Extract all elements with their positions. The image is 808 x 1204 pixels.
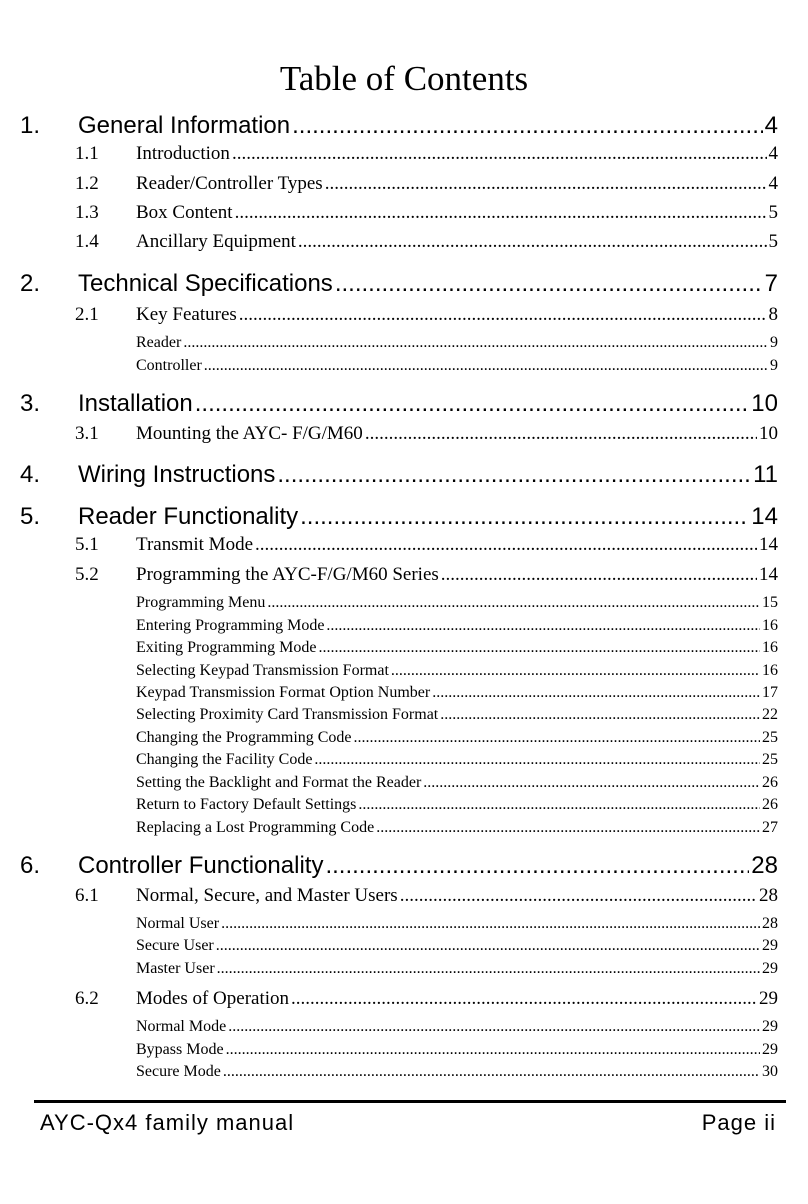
toc-entry-number: 5. bbox=[20, 503, 41, 530]
dot-leader bbox=[298, 231, 767, 253]
toc-entry-page: 29 bbox=[762, 960, 778, 977]
toc-entry-number: 6.1 bbox=[75, 885, 99, 906]
toc-entry-label: Controller Functionality bbox=[78, 852, 324, 879]
toc-entry[interactable] bbox=[75, 231, 778, 257]
toc-entry-label: General Information bbox=[78, 112, 291, 139]
toc-entry[interactable] bbox=[75, 143, 778, 169]
toc-entry[interactable] bbox=[75, 202, 778, 228]
toc-entry-page: 10 bbox=[759, 423, 778, 444]
toc-entry-page: 27 bbox=[762, 819, 778, 836]
toc-entry-label: Normal User bbox=[136, 915, 220, 932]
toc-entry-number: 1.3 bbox=[75, 202, 99, 223]
toc-entry-label: Secure User bbox=[136, 937, 214, 954]
toc-entry-page: 10 bbox=[751, 390, 778, 417]
dot-leader bbox=[267, 594, 760, 612]
toc-entry-label: Bypass Mode bbox=[136, 1041, 224, 1058]
toc-entry[interactable] bbox=[136, 639, 778, 660]
dot-leader bbox=[255, 534, 757, 556]
toc-entry[interactable] bbox=[75, 173, 778, 199]
toc-entry[interactable] bbox=[136, 706, 778, 727]
toc-entry-page: 17 bbox=[762, 684, 778, 701]
toc-entry-label: Transmit Mode bbox=[136, 534, 254, 555]
footer-divider bbox=[34, 1100, 786, 1103]
toc-entry-page: 26 bbox=[762, 774, 778, 791]
dot-leader bbox=[441, 564, 757, 586]
toc-entry-label: Programming Menu bbox=[136, 594, 266, 611]
toc-entry[interactable] bbox=[136, 915, 778, 936]
toc-entry-number: 2.1 bbox=[75, 304, 99, 325]
toc-entry[interactable] bbox=[20, 852, 778, 884]
dot-leader bbox=[391, 662, 760, 680]
toc-entry[interactable] bbox=[136, 937, 778, 958]
toc-entry-number: 3. bbox=[20, 390, 41, 417]
toc-entry[interactable] bbox=[20, 503, 778, 535]
toc-entry[interactable] bbox=[136, 357, 778, 378]
page-title: Table of Contents bbox=[279, 59, 529, 98]
dot-leader bbox=[354, 729, 760, 747]
footer-manual-name: AYC-Qx4 family manual bbox=[40, 1110, 295, 1135]
dot-leader bbox=[216, 937, 760, 955]
toc-entry-page: 29 bbox=[759, 988, 778, 1009]
dot-leader bbox=[318, 639, 760, 657]
toc-entry-page: 7 bbox=[764, 270, 778, 297]
toc-entry-page: 4 bbox=[768, 173, 778, 194]
dot-leader bbox=[291, 988, 757, 1010]
toc-entry-page: 28 bbox=[759, 885, 778, 906]
dot-leader bbox=[228, 1018, 760, 1036]
toc-entry[interactable] bbox=[136, 751, 778, 772]
toc-entry[interactable] bbox=[136, 796, 778, 817]
toc-entry-page: 29 bbox=[762, 1041, 778, 1058]
toc-entry-number: 4. bbox=[20, 461, 41, 488]
toc-entry[interactable] bbox=[136, 774, 778, 795]
toc-entry[interactable] bbox=[136, 334, 778, 355]
toc-entry-number: 1. bbox=[20, 112, 41, 139]
toc-entry-label: Normal, Secure, and Master Users bbox=[136, 885, 398, 906]
dot-leader bbox=[365, 423, 757, 445]
toc-entry-label: Key Features bbox=[136, 304, 237, 325]
toc-entry-page: 29 bbox=[762, 1018, 778, 1035]
toc-entry-label: Setting the Backlight and Format the Reader bbox=[136, 774, 422, 791]
dot-leader bbox=[326, 617, 760, 635]
dot-leader bbox=[335, 270, 763, 298]
toc-entry-page: 4 bbox=[764, 112, 778, 139]
toc-entry-label: Technical Specifications bbox=[78, 270, 333, 297]
toc-entry-label: Box Content bbox=[136, 202, 233, 223]
toc-entry-page: 30 bbox=[762, 1063, 778, 1080]
toc-entry[interactable] bbox=[20, 270, 778, 302]
toc-entry-label: Reader bbox=[136, 334, 182, 351]
dot-leader bbox=[432, 684, 760, 702]
toc-entry-number: 6.2 bbox=[75, 988, 99, 1009]
dot-leader bbox=[239, 304, 767, 326]
toc-entry-label: Reader/Controller Types bbox=[136, 173, 323, 194]
toc-entry[interactable] bbox=[136, 819, 778, 840]
toc-entry-label: Reader Functionality bbox=[78, 503, 299, 530]
toc-entry-number: 5.1 bbox=[75, 534, 99, 555]
toc-entry[interactable] bbox=[136, 1018, 778, 1039]
toc-entry-page: 29 bbox=[762, 937, 778, 954]
toc-entry-number: 6. bbox=[20, 852, 41, 879]
toc-entry-label: Keypad Transmission Format Option Number bbox=[136, 684, 431, 701]
toc-entry-label: Changing the Facility Code bbox=[136, 751, 313, 768]
dot-leader bbox=[358, 796, 760, 814]
dot-leader bbox=[400, 885, 757, 907]
toc-entry-label: Selecting Proximity Card Transmission Format bbox=[136, 706, 439, 723]
toc-entry-label: Modes of Operation bbox=[136, 988, 290, 1009]
toc-entry[interactable] bbox=[136, 960, 778, 981]
toc-entry-label: Entering Programming Mode bbox=[136, 617, 325, 634]
dot-leader bbox=[204, 357, 768, 375]
toc-entry[interactable] bbox=[136, 594, 778, 615]
toc-entry-page: 9 bbox=[770, 357, 778, 374]
toc-entry-label: Return to Factory Default Settings bbox=[136, 796, 357, 813]
toc-entry-page: 16 bbox=[762, 662, 778, 679]
toc-entry[interactable] bbox=[75, 988, 778, 1014]
toc-entry-label: Introduction bbox=[136, 143, 230, 164]
toc-entry-page: 11 bbox=[753, 461, 778, 488]
toc-entry-label: Mounting the AYC- F/G/M60 bbox=[136, 423, 363, 444]
toc-entry[interactable] bbox=[20, 112, 778, 144]
dot-leader bbox=[226, 1041, 760, 1059]
toc-entry-number: 1.1 bbox=[75, 143, 99, 164]
toc-entry-number: 2. bbox=[20, 270, 41, 297]
toc-entry[interactable] bbox=[136, 729, 778, 750]
toc-entry[interactable] bbox=[75, 885, 778, 911]
dot-leader bbox=[325, 852, 749, 880]
toc-entry[interactable] bbox=[20, 461, 778, 493]
toc-entry-page: 16 bbox=[762, 639, 778, 656]
toc-entry-page: 5 bbox=[768, 231, 778, 252]
toc-entry-page: 22 bbox=[762, 706, 778, 723]
toc-entry-page: 25 bbox=[762, 751, 778, 768]
dot-leader bbox=[376, 819, 760, 837]
toc-entry-label: Replacing a Lost Programming Code bbox=[136, 819, 375, 836]
toc-entry-label: Ancillary Equipment bbox=[136, 231, 296, 252]
dot-leader bbox=[423, 774, 760, 792]
toc-entry-label: Wiring Instructions bbox=[78, 461, 276, 488]
toc-entry[interactable] bbox=[136, 1041, 778, 1062]
toc-entry[interactable] bbox=[75, 304, 778, 330]
dot-leader bbox=[325, 173, 767, 195]
toc-entry-page: 8 bbox=[768, 304, 778, 325]
dot-leader bbox=[440, 706, 760, 724]
toc-entry[interactable] bbox=[136, 1063, 778, 1084]
toc-entry-page: 5 bbox=[768, 202, 778, 223]
toc-entry-label: Programming the AYC-F/G/M60 Series bbox=[136, 564, 439, 585]
toc-entry-page: 15 bbox=[762, 594, 778, 611]
toc-entry-page: 28 bbox=[762, 915, 778, 932]
toc-entry[interactable] bbox=[136, 662, 778, 683]
toc-entry-label: Changing the Programming Code bbox=[136, 729, 352, 746]
toc-entry-label: Selecting Keypad Transmission Format bbox=[136, 662, 389, 679]
toc-entry-label: Master User bbox=[136, 960, 215, 977]
toc-entry-label: Secure Mode bbox=[136, 1063, 221, 1080]
dot-leader bbox=[217, 960, 760, 978]
dot-leader bbox=[232, 143, 767, 165]
toc-entry-page: 9 bbox=[770, 334, 778, 351]
toc-entry-page: 26 bbox=[762, 796, 778, 813]
toc-entry[interactable] bbox=[136, 617, 778, 638]
toc-entry-number: 5.2 bbox=[75, 564, 99, 585]
toc-entry-page: 4 bbox=[768, 143, 778, 164]
toc-entry-label: Exiting Programming Mode bbox=[136, 639, 317, 656]
toc-entry-page: 14 bbox=[759, 534, 778, 555]
toc-entry-number: 3.1 bbox=[75, 423, 99, 444]
toc-entry-page: 14 bbox=[751, 503, 778, 530]
toc-entry-page: 16 bbox=[762, 617, 778, 634]
footer-page-number: Page ii bbox=[701, 1110, 776, 1135]
toc-entry[interactable] bbox=[136, 684, 778, 705]
dot-leader bbox=[277, 461, 751, 489]
dot-leader bbox=[223, 1063, 760, 1081]
toc-entry-label: Normal Mode bbox=[136, 1018, 227, 1035]
dot-leader bbox=[300, 503, 749, 531]
toc-entry[interactable] bbox=[20, 390, 778, 422]
toc-entry-label: Installation bbox=[78, 390, 193, 417]
toc-entry-page: 25 bbox=[762, 729, 778, 746]
dot-leader bbox=[235, 202, 767, 224]
toc-entry[interactable] bbox=[75, 564, 778, 590]
toc-entry[interactable] bbox=[75, 423, 778, 449]
toc-entry[interactable] bbox=[75, 534, 778, 560]
toc-entry-page: 28 bbox=[751, 852, 778, 879]
toc-entry-label: Controller bbox=[136, 357, 202, 374]
toc-entry-number: 1.2 bbox=[75, 173, 99, 194]
toc-entry-number: 1.4 bbox=[75, 231, 99, 252]
dot-leader bbox=[195, 390, 750, 418]
dot-leader bbox=[221, 915, 760, 933]
toc-entry-page: 14 bbox=[759, 564, 778, 585]
dot-leader bbox=[292, 112, 763, 140]
dot-leader bbox=[314, 751, 760, 769]
dot-leader bbox=[183, 334, 768, 352]
